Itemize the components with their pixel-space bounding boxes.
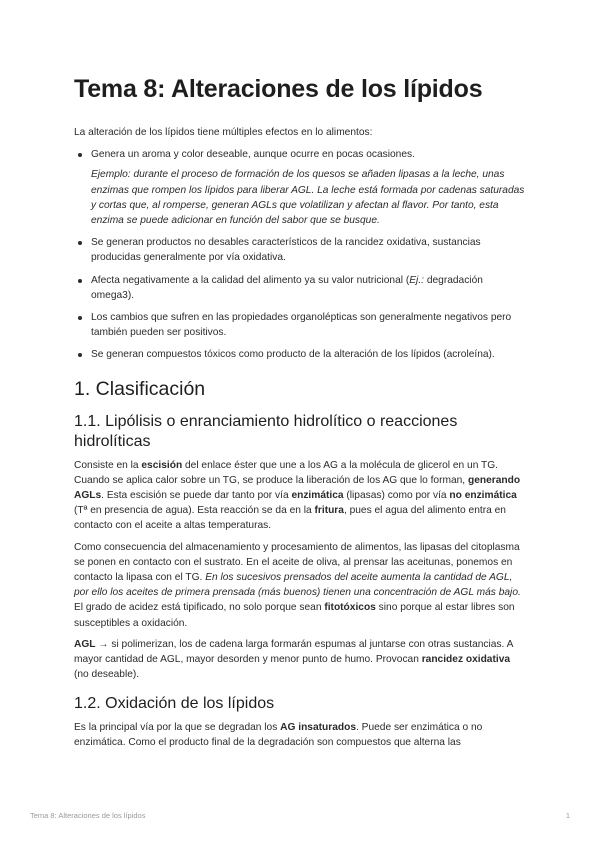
- intro-paragraph: La alteración de los lípidos tiene múltiples efectos en lo alimentos:: [74, 127, 373, 138]
- list-item: Se generan productos no desables característicos de la rancidez oxidativa, sustancias producidas generalmente por vía oxidativa.: [74, 235, 526, 265]
- lipasas-paragraph: Como consecuencia del almacenamiento y procesamiento de alimentos, las lipasas del citoplasma se ponen en contacto con el sustrato. En el aceite de oliva, al prensar las aceitunas, ponemos en contacto la lipasa con el TG. En los sucesivos prensados del aceite aumenta la cantidad de AGL, por ello los aceites de primera prensada (más buenos) tienen una concentración de AGL más bajo. El grado de acidez está tipificado, no solo porque sean fitotóxicos sino porque al estar libres son susceptibles a oxidación.: [74, 541, 521, 629]
- bullet-icon: [78, 353, 82, 357]
- page-title: Tema 8: Alteraciones de los lípidos: [74, 75, 483, 103]
- list-item: Genera un aroma y color deseable, aunque ocurre en pocas ocasiones. Ejemplo: durante el proceso de formación de los quesos se añaden lipasas a la leche, unas enzimas que rompen los lípidos para liberar AGL. La leche está formada por cadenas saturadas y cortas que, al romperse, generan AGLs que volatilizan y afectan al flavor. Por tanto, esta enzima se puede adicionar en función del sabor que se busque.: [74, 147, 526, 228]
- bullet-icon: [78, 279, 82, 283]
- footer-title: Tema 8: Alteraciones de los lípidos: [30, 811, 146, 820]
- section-heading-clasificacion: 1. Clasificación: [74, 377, 206, 400]
- list-item: Afecta negativamente a la calidad del alimento ya su valor nutricional (Ej.: degradación omega3).: [74, 273, 526, 303]
- page-footer: [30, 811, 570, 820]
- oxidacion-paragraph: Es la principal vía por la que se degradan los AG insaturados. Puede ser enzimática o no enzimática. Como el producto final de la degradación son compuestos que alterna las: [74, 721, 483, 749]
- list-item: Se generan compuestos tóxicos como producto de la alteración de los lípidos (acroleína).: [74, 347, 526, 362]
- page-number: 1: [565, 811, 570, 820]
- list-item: Los cambios que sufren en las propiedades organolépticas son generalmente negativos pero también pueden ser positivos.: [74, 310, 526, 340]
- bullet-icon: [78, 316, 82, 320]
- lipolisis-paragraph: Consiste en la escisión del enlace éster que une a los AG a la molécula de glicerol en un TG. Cuando se aplica calor sobre un TG, se produce la liberación de los AG que lo forman, generando AGLs. Esta escisión se puede dar tanto por vía enzimática (lipasas) como por vía no enzimática (Tª en presencia de agua). Esta reacción se da en la fritura, pues el agua del alimento entra en contacto con el aceite a altas temperaturas.: [74, 459, 521, 532]
- bullet-icon: [78, 153, 82, 157]
- document-page: [74, 72, 526, 750]
- bullet-icon: [78, 241, 82, 245]
- agl-paragraph: AGL → si polimerizan, los de cadena larga formarán espumas al juntarse con otras sustancias. A mayor cantidad de AGL, mayor desorden y menor punto de humo. Provocan rancidez oxidativa (no deseable).: [74, 638, 513, 681]
- effects-list: [74, 147, 526, 362]
- subsection-heading-oxidacion: 1.2. Oxidación de los lípidos: [74, 695, 275, 713]
- subsection-heading-lipolisis: 1.1. Lipólisis o enranciamiento hidrolítico o reacciones hidrolíticas: [74, 412, 458, 451]
- example-note: Ejemplo: durante el proceso de formación de los quesos se añaden lipasas a la leche, unas enzimas que rompen los lípidos para liberar AGL. La leche está formada por cadenas saturadas y cortas que, al romperse, generan AGLs que volatilizan y afectan al flavor. Por tanto, esta enzima se puede adicionar en función del sabor que se busque.: [91, 169, 525, 227]
